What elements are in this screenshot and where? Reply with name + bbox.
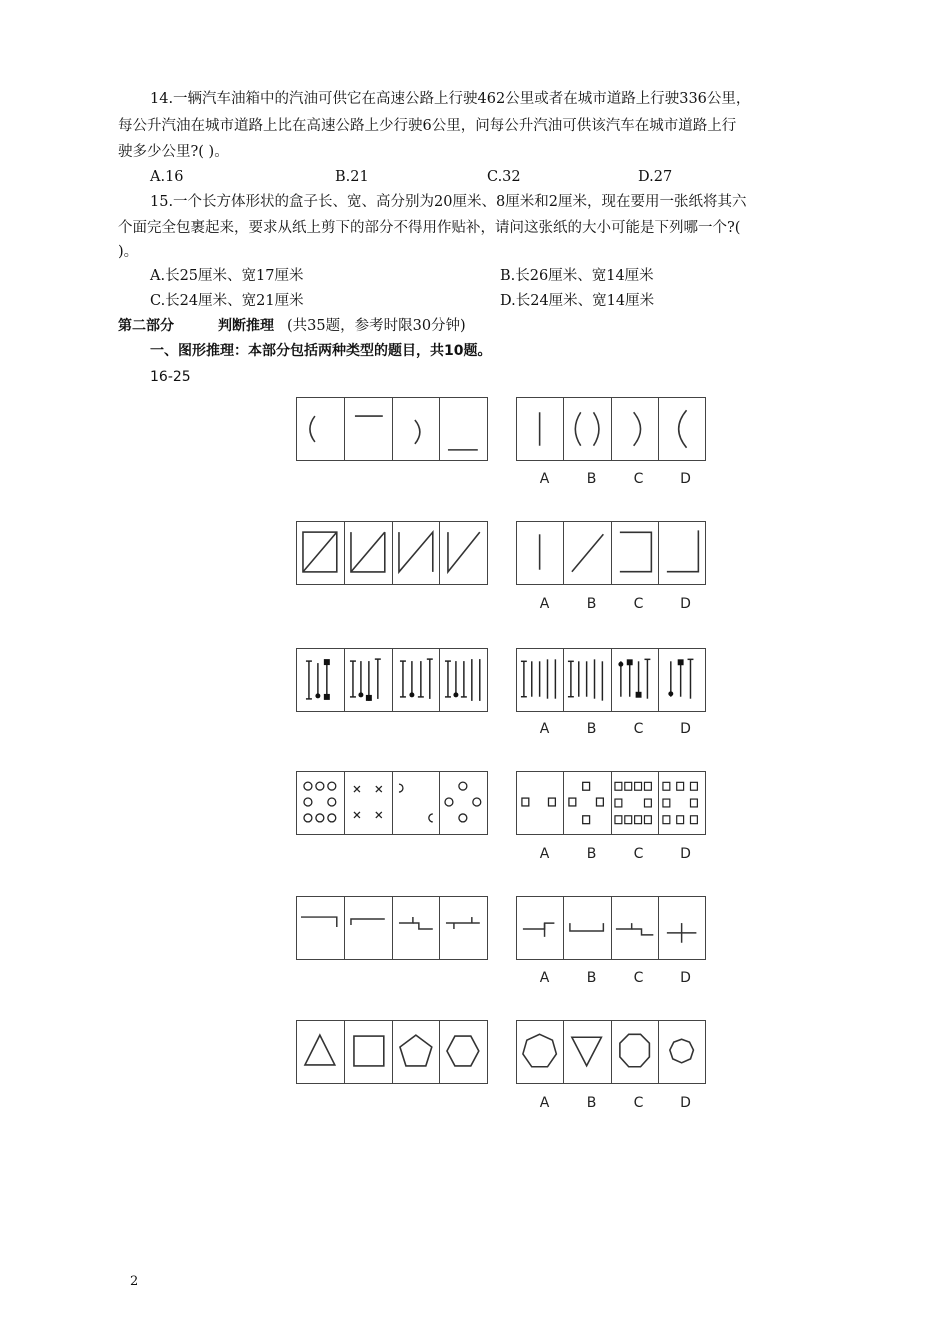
puzzle2-cell xyxy=(297,522,345,584)
section-heading: 一、图形推理：本部分包括两种类型的题目，共10题。 xyxy=(150,343,492,359)
puzzle2-question-strip xyxy=(296,521,488,585)
puzzle4-answer-strip xyxy=(516,771,706,835)
puzzle2-labels xyxy=(521,596,709,612)
puzzle1-cell xyxy=(393,398,441,460)
puzzle5-answer-strip xyxy=(516,896,706,960)
puzzle4-labels xyxy=(521,846,709,862)
q14-text-line1: 14.一辆汽车油箱中的汽油可供它在高速公路上行驶462公里或者在城市道路上行驶336公里， xyxy=(150,91,751,107)
section-title: 第二部分 xyxy=(118,318,174,334)
puzzle5-labels xyxy=(521,970,709,986)
label-a: A xyxy=(539,471,550,487)
label-c: C xyxy=(633,721,644,737)
puzzle5-cell xyxy=(393,897,441,959)
puzzle3-option-d[interactable] xyxy=(659,649,705,711)
puzzle3-option-c[interactable] xyxy=(612,649,659,711)
puzzle4-question-strip xyxy=(296,771,488,835)
puzzle5-cell xyxy=(440,897,487,959)
label-b: B xyxy=(586,1095,597,1111)
puzzle6-cell xyxy=(440,1021,487,1083)
puzzle3-option-b[interactable] xyxy=(564,649,611,711)
label-d: D xyxy=(680,596,691,612)
puzzle4-option-b[interactable] xyxy=(564,772,611,834)
puzzle5-cell xyxy=(297,897,345,959)
puzzle1-cell xyxy=(440,398,487,460)
puzzle5-option-a[interactable] xyxy=(517,897,564,959)
label-b: B xyxy=(586,970,597,986)
puzzle4-cell xyxy=(393,772,441,834)
question-range: 16-25 xyxy=(150,369,191,385)
puzzle4-cell xyxy=(297,772,345,834)
section-note: (共35题，参考时限30分钟) xyxy=(287,318,466,334)
puzzle6-option-d[interactable] xyxy=(659,1021,705,1083)
label-b: B xyxy=(586,471,597,487)
puzzle4-option-d[interactable] xyxy=(659,772,705,834)
puzzle1-answer-strip xyxy=(516,397,706,461)
puzzle1-question-strip xyxy=(296,397,488,461)
puzzle3-option-a[interactable] xyxy=(517,649,564,711)
label-a: A xyxy=(539,970,550,986)
label-b: B xyxy=(586,596,597,612)
label-d: D xyxy=(680,721,691,737)
puzzle5-cell xyxy=(345,897,393,959)
puzzle1-option-a[interactable] xyxy=(517,398,564,460)
puzzle3-cell xyxy=(393,649,441,711)
q14-option-b: B.21 xyxy=(335,169,369,185)
puzzle6-cell xyxy=(393,1021,441,1083)
label-a: A xyxy=(539,596,550,612)
puzzle2-option-a[interactable] xyxy=(517,522,564,584)
label-c: C xyxy=(633,596,644,612)
puzzle3-cell xyxy=(297,649,345,711)
puzzle2-option-b[interactable] xyxy=(564,522,611,584)
puzzle2-option-c[interactable] xyxy=(612,522,659,584)
puzzle1-option-d[interactable] xyxy=(659,398,705,460)
puzzle1-cell xyxy=(297,398,345,460)
puzzle2-cell xyxy=(440,522,487,584)
puzzle6-option-a[interactable] xyxy=(517,1021,564,1083)
label-d: D xyxy=(680,846,691,862)
puzzle6-option-c[interactable] xyxy=(612,1021,659,1083)
q14-text-line3: 驶多少公里?( )。 xyxy=(118,144,229,160)
puzzle5-question-strip xyxy=(296,896,488,960)
q15-option-b: B.长26厘米、宽14厘米 xyxy=(500,268,654,284)
page-number: 2 xyxy=(130,1274,139,1289)
puzzle3-question-strip xyxy=(296,648,488,712)
label-c: C xyxy=(633,846,644,862)
puzzle1-cell xyxy=(345,398,393,460)
q15-text-line3: )。 xyxy=(118,244,139,260)
section-subtitle: 判断推理 xyxy=(218,318,274,334)
puzzle2-option-d[interactable] xyxy=(659,522,705,584)
puzzle1-option-c[interactable] xyxy=(612,398,659,460)
label-d: D xyxy=(680,1095,691,1111)
q15-option-c: C.长24厘米、宽21厘米 xyxy=(150,293,304,309)
puzzle6-question-strip xyxy=(296,1020,488,1084)
q15-text-line2: 个面完全包裹起来，要求从纸上剪下的部分不得用作贴补，请问这张纸的大小可能是下列哪一个?( xyxy=(118,220,741,236)
label-a: A xyxy=(539,721,550,737)
puzzle2-cell xyxy=(393,522,441,584)
q14-option-d: D.27 xyxy=(638,169,673,185)
puzzle4-option-a[interactable] xyxy=(517,772,564,834)
puzzle6-cell xyxy=(345,1021,393,1083)
puzzle4-option-c[interactable] xyxy=(612,772,659,834)
puzzle6-option-b[interactable] xyxy=(564,1021,611,1083)
puzzle6-cell xyxy=(297,1021,345,1083)
q14-option-a: A.16 xyxy=(150,169,184,185)
q14-text-line2: 每公升汽油在城市道路上比在高速公路上少行驶6公里，问每公升汽油可供该汽车在城市道路上行 xyxy=(118,118,737,134)
label-d: D xyxy=(680,471,691,487)
puzzle3-answer-strip xyxy=(516,648,706,712)
puzzle6-answer-strip xyxy=(516,1020,706,1084)
label-c: C xyxy=(633,1095,644,1111)
puzzle1-option-b[interactable] xyxy=(564,398,611,460)
puzzle4-cell xyxy=(440,772,487,834)
label-a: A xyxy=(539,846,550,862)
puzzle3-cell xyxy=(440,649,487,711)
puzzle4-cell xyxy=(345,772,393,834)
puzzle5-option-d[interactable] xyxy=(659,897,705,959)
puzzle1-labels xyxy=(521,471,709,487)
puzzle5-option-b[interactable] xyxy=(564,897,611,959)
label-a: A xyxy=(539,1095,550,1111)
puzzle3-labels xyxy=(521,721,709,737)
q15-option-a: A.长25厘米、宽17厘米 xyxy=(150,268,304,284)
label-c: C xyxy=(633,471,644,487)
label-b: B xyxy=(586,721,597,737)
label-d: D xyxy=(680,970,691,986)
q15-text-line1: 15.一个长方体形状的盒子长、宽、高分别为20厘米、8厘米和2厘米，现在要用一张纸将其六 xyxy=(150,194,747,210)
label-b: B xyxy=(586,846,597,862)
puzzle3-cell xyxy=(345,649,393,711)
puzzle6-labels xyxy=(521,1095,709,1111)
q15-option-d: D.长24厘米、宽14厘米 xyxy=(500,293,655,309)
puzzle2-answer-strip xyxy=(516,521,706,585)
puzzle2-cell xyxy=(345,522,393,584)
q14-option-c: C.32 xyxy=(487,169,521,185)
puzzle5-option-c[interactable] xyxy=(612,897,659,959)
label-c: C xyxy=(633,970,644,986)
